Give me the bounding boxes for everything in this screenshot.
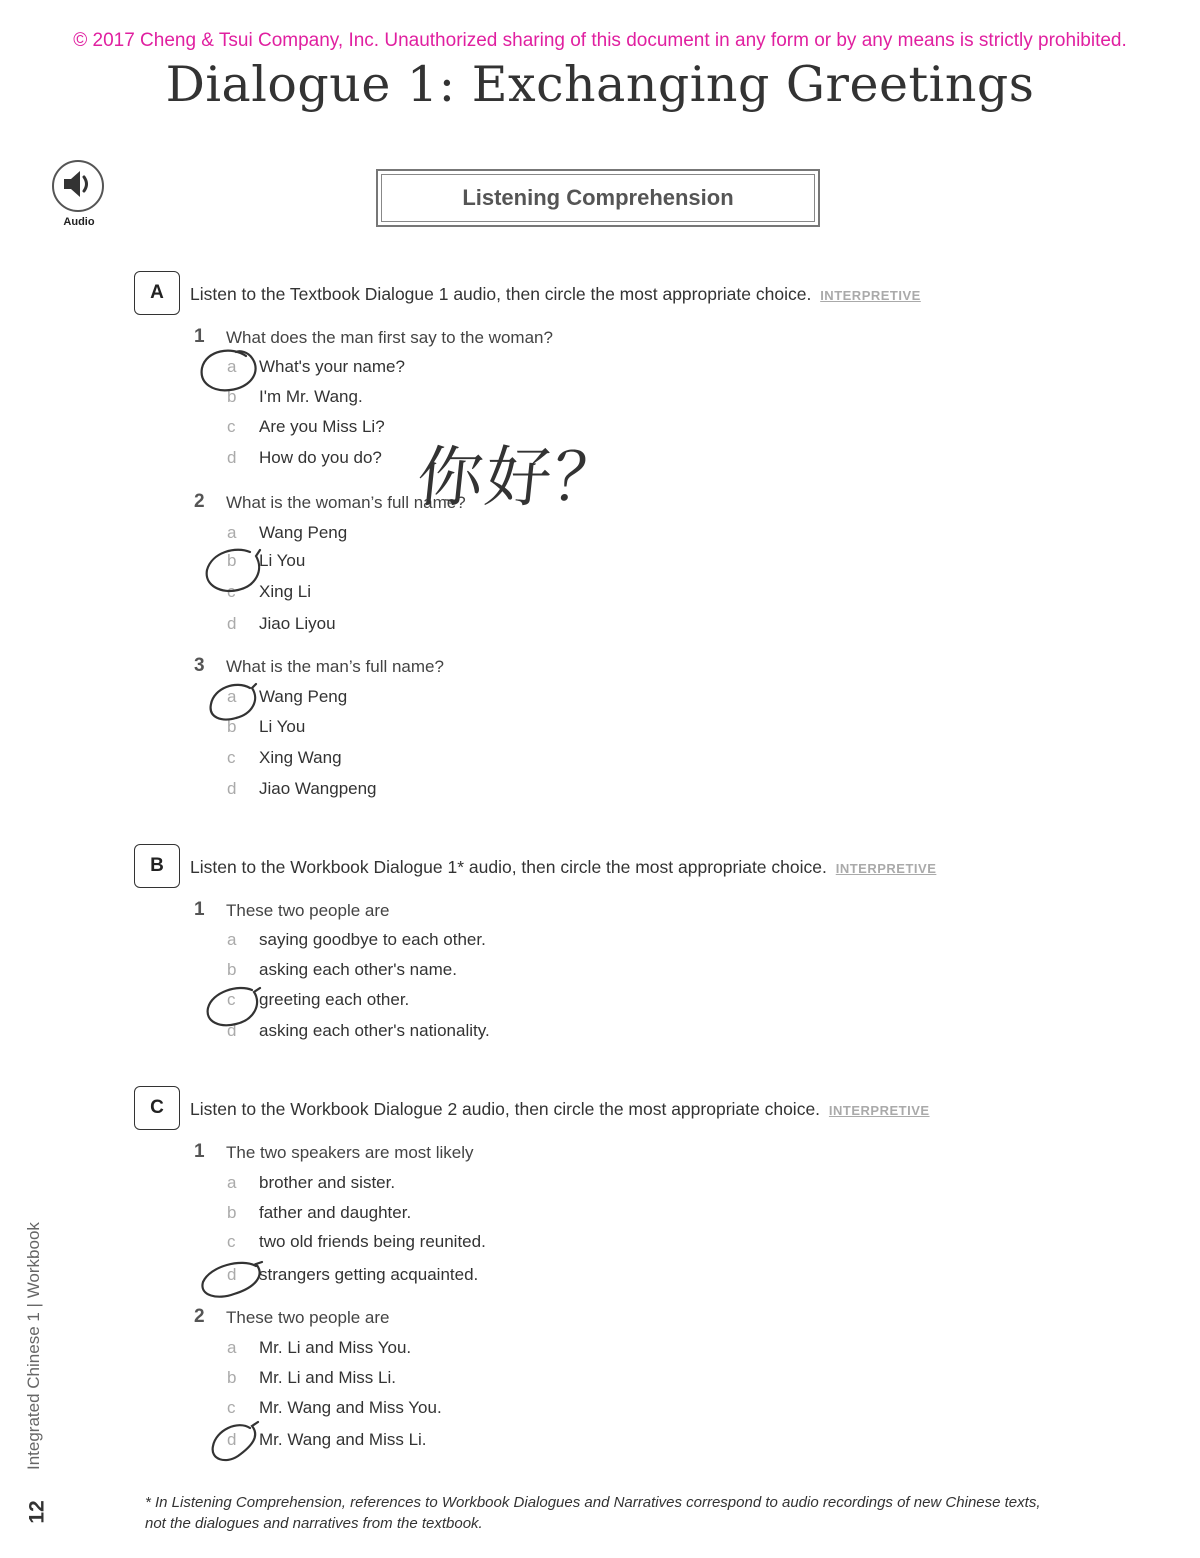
interpretive-tag: INTERPRETIVE — [820, 288, 921, 303]
option-letter[interactable]: d — [227, 448, 237, 467]
interpretive-tag: INTERPRETIVE — [828, 1103, 930, 1118]
question-number: 1 — [194, 899, 205, 920]
option-letter[interactable]: d — [227, 779, 237, 798]
option-text[interactable]: Are you Miss Li? — [259, 417, 385, 436]
option-text[interactable]: saying goodbye to each other. — [259, 930, 486, 949]
section-letter-a: A — [134, 271, 180, 315]
option-letter[interactable]: d — [227, 1021, 237, 1040]
option-letter[interactable]: b — [227, 1368, 237, 1387]
option-letter[interactable]: d — [227, 614, 237, 633]
option-text[interactable]: Mr. Li and Miss You. — [259, 1338, 412, 1357]
option-letter[interactable]: a — [227, 523, 237, 542]
question-text: What does the man first say to the woman? — [226, 328, 553, 347]
option-letter[interactable]: c — [227, 1232, 236, 1251]
option-letter[interactable]: c — [227, 748, 236, 767]
option-text[interactable]: I'm Mr. Wang. — [259, 387, 363, 406]
option-text[interactable]: Mr. Wang and Miss Li. — [259, 1430, 427, 1449]
footnote: * In Listening Comprehension, references to Workbook Dialogues and Narratives correspond to audio recordings of new Chinese texts, not the dialogues and narratives from the textbook. — [145, 1494, 1041, 1532]
question-text: These two people are — [226, 1308, 390, 1327]
option-text[interactable]: Wang Peng — [259, 687, 348, 706]
option-text[interactable]: Li You — [259, 551, 306, 570]
option-text[interactable]: strangers getting acquainted. — [259, 1265, 479, 1284]
audio-label: Audio — [63, 216, 95, 228]
option-letter[interactable]: c — [227, 990, 236, 1009]
interpretive-tag: INTERPRETIVE — [835, 861, 937, 876]
option-text[interactable]: brother and sister. — [259, 1173, 396, 1192]
instruction-text: Listen to the Textbook Dialogue 1 audio, then circle the most appropriate choice. — [190, 284, 812, 304]
option-letter[interactable]: a — [227, 687, 237, 706]
option-letter[interactable]: a — [227, 1173, 237, 1192]
question-number: 3 — [194, 655, 205, 676]
option-text[interactable]: Xing Wang — [259, 748, 342, 767]
option-text[interactable]: Mr. Li and Miss Li. — [259, 1368, 396, 1387]
option-text[interactable]: father and daughter. — [259, 1203, 412, 1222]
option-text[interactable]: greeting each other. — [259, 990, 410, 1009]
option-text[interactable]: What's your name? — [259, 357, 405, 376]
section-letter-b: B — [134, 844, 180, 888]
question-number: 1 — [194, 1141, 205, 1162]
option-letter[interactable]: b — [227, 387, 237, 406]
section-a-instruction — [190, 284, 921, 305]
handwritten-note: 你好？ — [413, 439, 626, 516]
option-text[interactable]: Mr. Wang and Miss You. — [259, 1398, 442, 1417]
section-b-instruction — [190, 857, 936, 878]
option-text[interactable]: asking each other's name. — [259, 960, 457, 979]
question-number: 1 — [194, 326, 205, 347]
section-letter-c: C — [134, 1086, 180, 1130]
page-number-text: 12 — [25, 1500, 49, 1524]
option-text[interactable]: Xing Li — [259, 582, 311, 601]
question-number: 2 — [194, 1306, 205, 1327]
side-label-text: Integrated Chinese 1 | Workbook — [24, 1222, 43, 1470]
section-header: Listening Comprehension — [381, 174, 815, 222]
option-text[interactable]: Li You — [259, 717, 306, 736]
side-running-label — [24, 1140, 54, 1470]
option-letter[interactable]: c — [227, 417, 236, 436]
option-text[interactable]: How do you do? — [259, 448, 382, 467]
section-c-instruction — [190, 1099, 930, 1120]
option-letter[interactable]: d — [227, 1430, 237, 1449]
speaker-icon — [52, 160, 104, 212]
instruction-text: Listen to the Workbook Dialogue 2 audio, then circle the most appropriate choice. — [190, 1099, 821, 1119]
option-letter[interactable]: c — [227, 1398, 236, 1417]
option-letter[interactable]: b — [227, 551, 237, 570]
option-letter[interactable]: b — [227, 1203, 237, 1222]
option-text[interactable]: Jiao Wangpeng — [259, 779, 377, 798]
page-number — [26, 1500, 49, 1524]
option-letter[interactable]: a — [227, 1338, 237, 1357]
option-letter[interactable]: a — [227, 357, 237, 376]
copyright-notice: © 2017 Cheng & Tsui Company, Inc. Unauthorized sharing of this document in any form or by any means is strictly prohibited. — [73, 30, 1127, 51]
audio-button[interactable] — [52, 160, 106, 228]
option-letter[interactable]: b — [227, 717, 237, 736]
question-text: The two speakers are most likely — [226, 1143, 474, 1162]
question-number: 2 — [194, 491, 205, 512]
option-letter[interactable]: c — [227, 582, 236, 601]
option-text[interactable]: Wang Peng — [259, 523, 348, 542]
option-text[interactable]: asking each other's nationality. — [259, 1021, 490, 1040]
option-text[interactable]: two old friends being reunited. — [259, 1232, 486, 1251]
option-letter[interactable]: d — [227, 1265, 237, 1284]
option-text[interactable]: Jiao Liyou — [259, 614, 336, 633]
section-header-box — [376, 169, 820, 227]
option-letter[interactable]: b — [227, 960, 237, 979]
instruction-text: Listen to the Workbook Dialogue 1* audio, then circle the most appropriate choice. — [190, 857, 827, 877]
option-letter[interactable]: a — [227, 930, 237, 949]
page-title: Dialogue 1: Exchanging Greetings — [165, 56, 1035, 113]
question-text: What is the man’s full name? — [226, 657, 444, 676]
question-text: These two people are — [226, 901, 390, 920]
question-text: What is the woman’s full name? — [226, 493, 466, 512]
